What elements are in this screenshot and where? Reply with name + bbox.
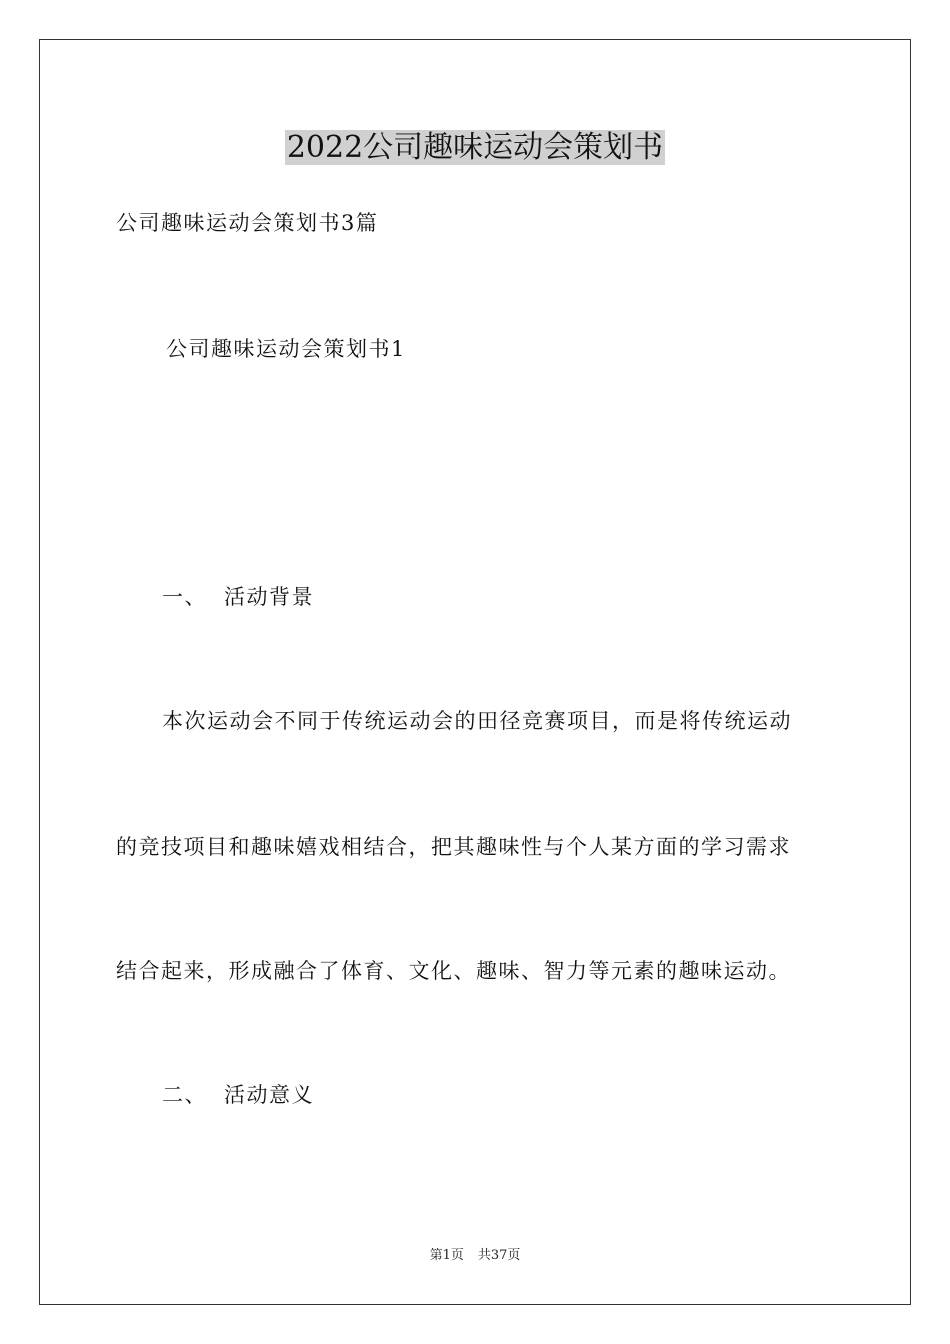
document-title <box>0 124 950 172</box>
document-title-text: 2022公司趣味运动会策划书 <box>286 130 664 165</box>
document-subtitle: 公司趣味运动会策划书3篇 <box>116 211 379 235</box>
paragraph-line-3: 结合起来，形成融合了体育、文化、趣味、智力等元素的趣味运动。 <box>116 959 791 983</box>
page-total: 共37页 <box>477 1248 521 1263</box>
page-number: 第1页 <box>429 1248 464 1263</box>
section-heading-text: 活动意义 <box>224 1083 314 1107</box>
paragraph-line-2: 的竞技项目和趣味嬉戏相结合，把其趣味性与个人某方面的学习需求 <box>116 835 791 859</box>
section-number: 一、 <box>162 585 207 609</box>
section-heading-text: 活动背景 <box>224 585 314 609</box>
section-heading-background <box>162 582 314 612</box>
page-footer <box>0 1246 950 1266</box>
section-number: 二、 <box>162 1083 207 1107</box>
part-title: 公司趣味运动会策划书1 <box>166 337 406 361</box>
section-heading-significance <box>162 1080 314 1110</box>
paragraph-line-1: 本次运动会不同于传统运动会的田径竞赛项目，而是将传统运动 <box>162 709 792 733</box>
